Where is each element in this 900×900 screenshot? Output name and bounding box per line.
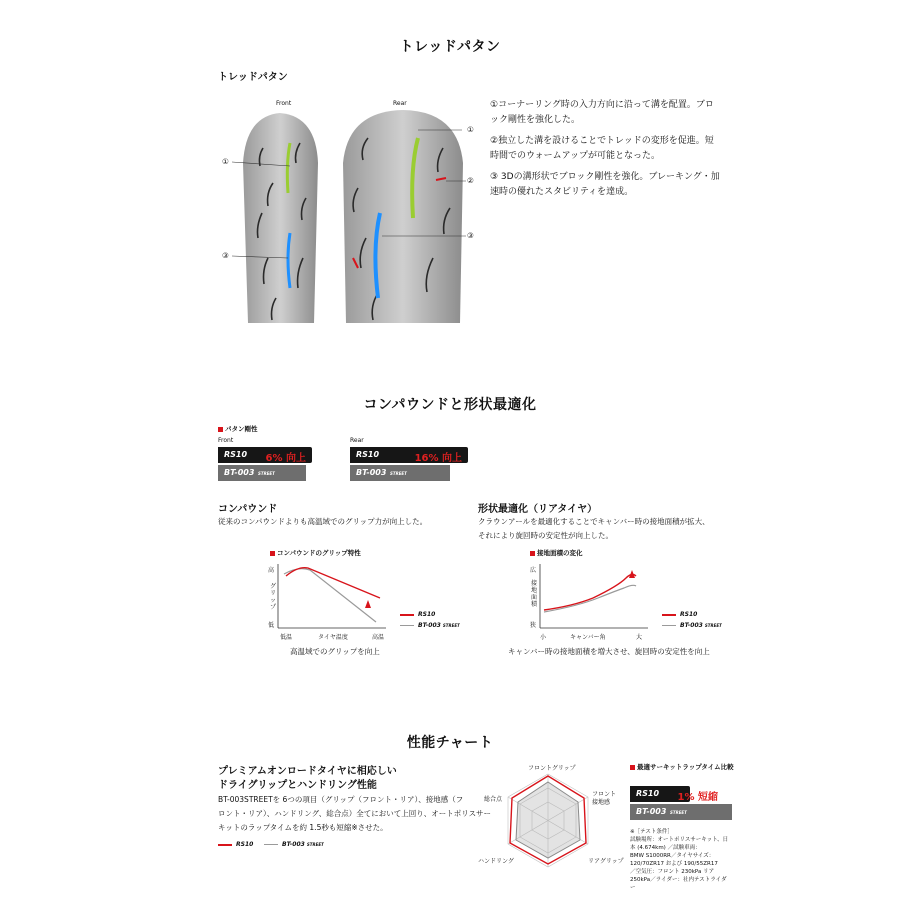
perf-headline-1: プレミアムオンロードタイヤに相応しい [218,766,397,777]
radar-bt003-series [516,782,580,858]
radar-axis-front-contact-1: フロント [592,791,617,798]
grip-chart-label: コンパウンドのグリップ特性 [270,548,361,557]
contact-x-high: 大 [636,634,643,641]
compound-text: 従来のコンパウンドよりも高温域でのグリップ力が向上した。 [218,517,428,526]
test-line-4: ／空気圧：フロント 230kPa リア [630,869,715,875]
rear-improvement-value: 16% 向上 [414,453,462,464]
perf-legend-rs10-swatch [218,844,232,846]
grip-x-axis: タイヤ温度 [318,634,348,641]
grip-legend-rs10: RS10 [418,611,436,618]
perf-section-title: 性能チャート [406,735,494,751]
rigidity-rear-label: Rear [350,437,364,444]
tread-section-title: トレッドパタン [399,39,501,55]
test-line-2: BMW S1000RR／タイヤサイズ： [630,853,715,859]
rigidity-front-label: Front [218,437,234,444]
tread-marker-rear-3: ③ [467,231,474,240]
compound-section-title: コンパウンドと形状最適化 [363,397,537,413]
tread-marker-front-3: ③ [222,251,229,260]
perf-legend-rs10: RS10 [236,841,254,848]
grip-arrow [365,600,371,608]
front-tire-shape [243,113,318,323]
lap-improvement-value: 1% 短縮 [677,792,718,803]
contact-rs10-line [544,574,636,610]
front-bt003-bar: BT-003 STREET [218,465,306,481]
perf-legend-bt: BT-003 STREET [282,841,324,848]
grip-legend-bt: BT-003 STREET [418,622,460,629]
compound-heading: コンパウンド [218,504,278,515]
tread-subtitle: トレッドパタン [218,72,288,83]
grip-x-low: 低温 [280,634,293,641]
tread-marker-rear-1: ① [467,125,474,134]
shape-text-2: それにより旋回時の安定性が向上した。 [478,531,613,540]
perf-legend-bt-swatch [264,844,278,845]
contact-y-axis: 接地面積 [531,580,538,608]
radar-axis-front-contact-2: 接地感 [592,799,611,806]
test-line-3: 120/70ZR17 および 190/55ZR17 [630,861,718,867]
tread-illustration [218,108,498,328]
grip-x-high: 高温 [372,634,385,641]
shape-heading: 形状最適化（リアタイヤ） [478,504,598,515]
contact-chart-label: 接地面積の変化 [530,548,583,557]
contact-legend-rs10-swatch [662,614,676,616]
front-improvement-value: 6% 向上 [265,453,306,464]
grip-chart [276,562,388,630]
tread-points [490,98,722,206]
rear-tire-label: Rear [393,100,407,107]
grip-legend-bt-swatch [400,625,414,626]
perf-body-2: ロント・リア）、ハンドリング、総合点）全てにおいて上回り、オートポリスサー [218,809,491,818]
rear-bt003-bar: BT-003 STREET [350,465,450,481]
shape-text-1: クラウンアールを最適化することでキャンバー時の接地面積が拡大、 [478,517,710,526]
test-line-1: 試験場所：オートポリスサーキット、日本 (4.674km) ／試験車両： [630,837,729,851]
contact-caption: キャンバー時の接地面積を増大させ、旋回時の安定性を向上 [508,647,710,656]
lap-comparison-label: 最適サーキットラップタイム比較 [630,762,734,771]
lap-rs10-bar: RS10 1% 短縮 [630,786,690,802]
grip-rs10-line [286,568,380,598]
perf-body-1: BT-003STREETを 6つの項目（グリップ（フロント・リア）、接地感（フ [218,795,464,804]
tread-marker-front-1: ① [222,157,229,166]
test-line-5: 250kPa／ライダー：社内テストライダー [630,877,727,891]
radar-axis-front-grip: フロントグリップ [528,765,576,772]
contact-legend-bt: BT-003 STREET [680,622,722,629]
lap-bt003-bar: BT-003 STREET [630,804,732,820]
front-tire-label: Front [276,100,292,107]
contact-legend-rs10: RS10 [680,611,698,618]
tread-marker-rear-2: ② [467,176,474,185]
contact-x-low: 小 [540,634,547,641]
contact-y-high: 広 [530,567,537,574]
contact-legend-bt-swatch [662,625,676,626]
perf-body-3: キットのラップタイムを約 1.5秒も短縮※させた。 [218,823,388,832]
grip-y-low: 低 [268,622,275,629]
contact-chart [538,562,650,630]
grip-y-high: 高 [268,567,275,574]
pattern-rigidity-label: パタン剛性 [218,424,258,433]
radar-axis-overall: 総合点 [484,796,503,803]
grip-y-axis: グリップ [270,583,277,611]
radar-axis-handling: ハンドリング [478,858,514,865]
tread-point-2: ②独立した溝を設けることでトレッドの変形を促進。短時間でのウォームアップが可能となった。 [490,136,714,161]
test-conditions [630,828,732,892]
contact-x-axis: キャンバー角 [570,634,606,641]
perf-headline-2: ドライグリップとハンドリング性能 [218,780,377,791]
grip-caption: 高温域でのグリップを向上 [290,647,380,656]
tread-point-3: ③ 3Dの溝形状でブロック剛性を強化。ブレーキング・加速時の優れたスタビリティを達成。 [490,172,720,197]
tread-point-1: ①コーナーリング時の入力方向に沿って溝を配置。ブロック剛性を強化した。 [490,100,714,125]
rear-rs10-bar: RS10 16% 向上 [350,447,468,463]
radar-axis-rear-grip: リアグリップ [588,858,624,865]
test-conditions-title: ※［テスト条件］ [630,829,673,835]
grip-legend-rs10-swatch [400,614,414,616]
contact-y-low: 狭 [530,622,537,629]
front-rs10-bar: RS10 6% 向上 [218,447,312,463]
